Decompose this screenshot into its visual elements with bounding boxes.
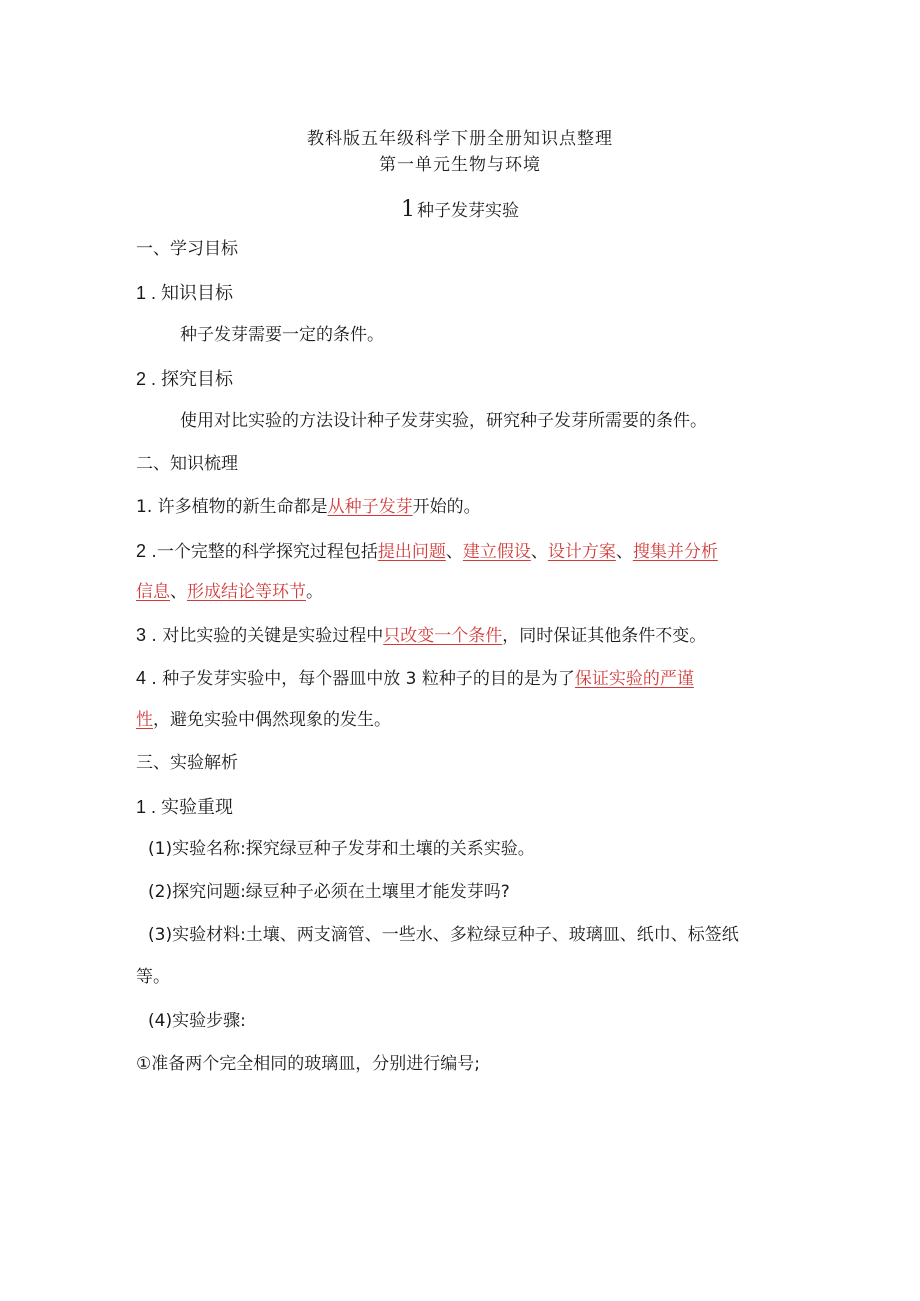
- highlight: 建立假设: [462, 542, 531, 562]
- experiment-name: (1)实验名称:探究绿豆种子发芽和土壤的关系实验。: [148, 839, 535, 859]
- inquiry-goal-text: 使用对比实验的方法设计种子发芽实验，研究种子发芽所需要的条件。: [180, 411, 707, 431]
- knowledge-goal-text: 种子发芽需要一定的条件。: [180, 325, 384, 345]
- lesson-number: 1: [401, 197, 415, 222]
- highlight: 信息: [136, 582, 170, 602]
- experiment-steps-heading: (4)实验步骤:: [148, 1011, 246, 1031]
- highlight: 提出问题: [377, 542, 446, 562]
- highlight: 从种子发芽: [327, 497, 413, 517]
- section-heading-experiment: 三、实验解析: [136, 753, 238, 773]
- experiment-materials: (3)实验材料:土壤、两支滴管、一些水、多粒绿豆种子、玻璃皿、纸巾、标签纸: [148, 925, 739, 945]
- highlight: 只改变一个条件: [383, 626, 503, 646]
- highlight: 搜集并分析: [632, 542, 718, 562]
- subheading-inquiry-goal: 2 . 探究目标: [136, 369, 234, 389]
- knowledge-point-2: 2 .一个完整的科学探究过程包括提出问题、建立假设、设计方案、搜集并分析: [136, 541, 718, 562]
- experiment-step-1: ①准备两个完全相同的玻璃皿，分别进行编号;: [136, 1054, 480, 1074]
- knowledge-point-2-cont: 信息、形成结论等环节。: [136, 582, 323, 602]
- highlight: 形成结论等环节: [187, 582, 306, 602]
- lesson-title: 种子发芽实验: [417, 201, 519, 221]
- experiment-materials-cont: 等。: [136, 967, 170, 987]
- highlight: 保证实验的严谨: [574, 669, 694, 689]
- section-heading-knowledge: 二、知识梳理: [136, 454, 238, 474]
- document-title: 教科版五年级科学下册全册知识点整理: [307, 129, 613, 149]
- knowledge-point-1: 1. 许多植物的新生命都是从种子发芽开始的。: [136, 497, 481, 517]
- highlight: 性: [136, 710, 153, 730]
- knowledge-point-3: 3 . 对比实验的关键是实验过程中只改变一个条件，同时保证其他条件不变。: [136, 625, 707, 646]
- highlight: 设计方案: [547, 542, 616, 562]
- unit-title: 第一单元生物与环境: [379, 155, 541, 175]
- knowledge-point-4: 4 . 种子发芽实验中，每个器皿中放 3 粒种子的目的是为了保证实验的严谨: [136, 668, 694, 689]
- section-heading-goals: 一、学习目标: [136, 239, 238, 259]
- knowledge-point-4-cont: 性，避免实验中偶然现象的发生。: [136, 710, 391, 730]
- subheading-experiment-recreate: 1 . 实验重现: [136, 797, 234, 817]
- experiment-question: (2)探究问题:绿豆种子必须在土壤里才能发芽吗?: [148, 882, 510, 902]
- subheading-knowledge-goal: 1 . 知识目标: [136, 283, 234, 303]
- lesson-heading: [0, 196, 920, 222]
